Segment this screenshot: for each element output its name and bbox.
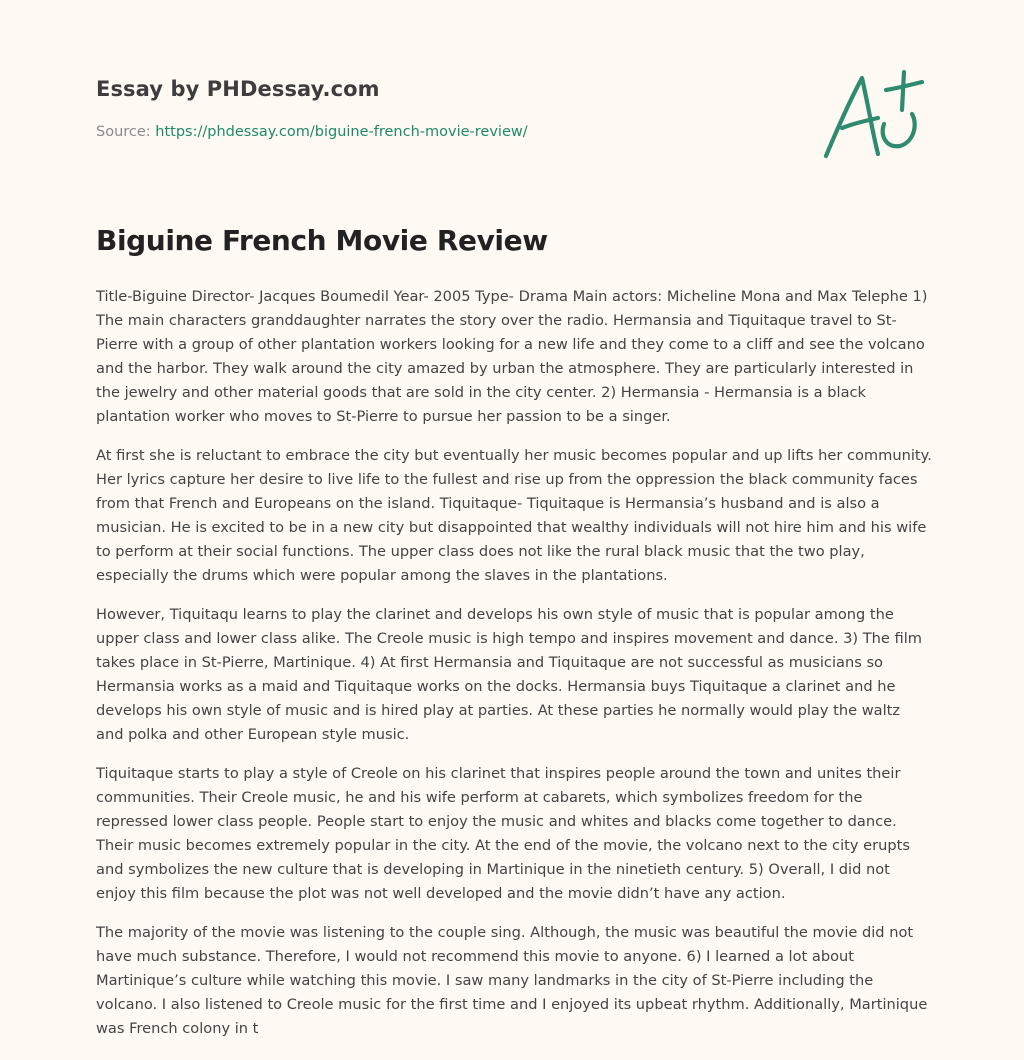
source-line: [96, 124, 528, 140]
source-link[interactable]: https://phdessay.com/biguine-french-movie-review/: [155, 124, 528, 140]
article-body: [96, 285, 932, 1056]
article-title: Biguine French Movie Review: [96, 224, 548, 257]
source-label: Source:: [96, 124, 156, 140]
paragraph: At first she is reluctant to embrace the city but eventually her music becomes popular and up lifts her community. Her lyrics capture her desire to live life to the fullest and rise up from the oppression the black community faces from that French and Europeans on the island. Tiquitaque- Tiquitaque is Hermansia’s husband and is also a musician. He is excited to be in a new city but disappointed that wealthy individuals will not hire him and his wife to perform at their social functions. The upper class does not like the rural black music that the two play, especially the drums which were popular among the slaves in the plantations.: [96, 447, 932, 584]
paragraph: Tiquitaque starts to play a style of Creole on his clarinet that inspires people around the town and unites their communities. Their Creole music, he and his wife perform at cabarets, which symbolizes freedom for the repressed lower class people. People start to enjoy the music and whites and blacks come together to dance. Their music becomes extremely popular in the city. At the end of the movie, the volcano next to the city erupts and symbolizes the new culture that is developing in Martinique in the ninetieth century. 5) Overall, I did not enjoy this film because the plot was not well developed and the movie didn’t have any action.: [96, 765, 910, 902]
paragraph: The majority of the movie was listening to the couple sing. Although, the music was beautiful the movie did not have much substance. Therefore, I would not recommend this movie to anyone. 6) I learned a lot about Martinique’s culture while watching this movie. I saw many landmarks in the city of St-Pierre including the volcano. I also listened to Creole music for the first time and I enjoyed its upbeat rhythm. Additionally, Martinique was French colony in t: [96, 924, 928, 1037]
a-plus-logo-icon: [822, 66, 932, 166]
paragraph: However, Tiquitaqu learns to play the clarinet and develops his own style of music that is popular among the upper class and lower class alike. The Creole music is high tempo and inspires movement and dance. 3) The film takes place in St-Pierre, Martinique. 4) At first Hermansia and Tiquitaque are not successful as musicians so Hermansia works as a maid and Tiquitaque works on the docks. Hermansia buys Tiquitaque a clarinet and he develops his own style of music and is hired play at parties. At these parties he normally would play the waltz and polka and other European style music.: [96, 606, 922, 743]
paragraph: Title-Biguine Director- Jacques Boumedil Year- 2005 Type- Drama Main actors: Micheline Mona and Max Telephe 1) The main characters granddaughter narrates the story over the radio. Hermansia and Tiquitaque travel to St-Pierre with a group of other plantation workers looking for a new life and they come to a cliff and see the volcano and the harbor. They walk around the city amazed by urban the atmosphere. They are particularly interested in the jewelry and other material goods that are sold in the city center. 2) Hermansia - Hermansia is a black plantation worker who moves to St-Pierre to pursue her passion to be a singer.: [96, 288, 928, 425]
site-brand: Essay by PHDessay.com: [96, 77, 380, 101]
